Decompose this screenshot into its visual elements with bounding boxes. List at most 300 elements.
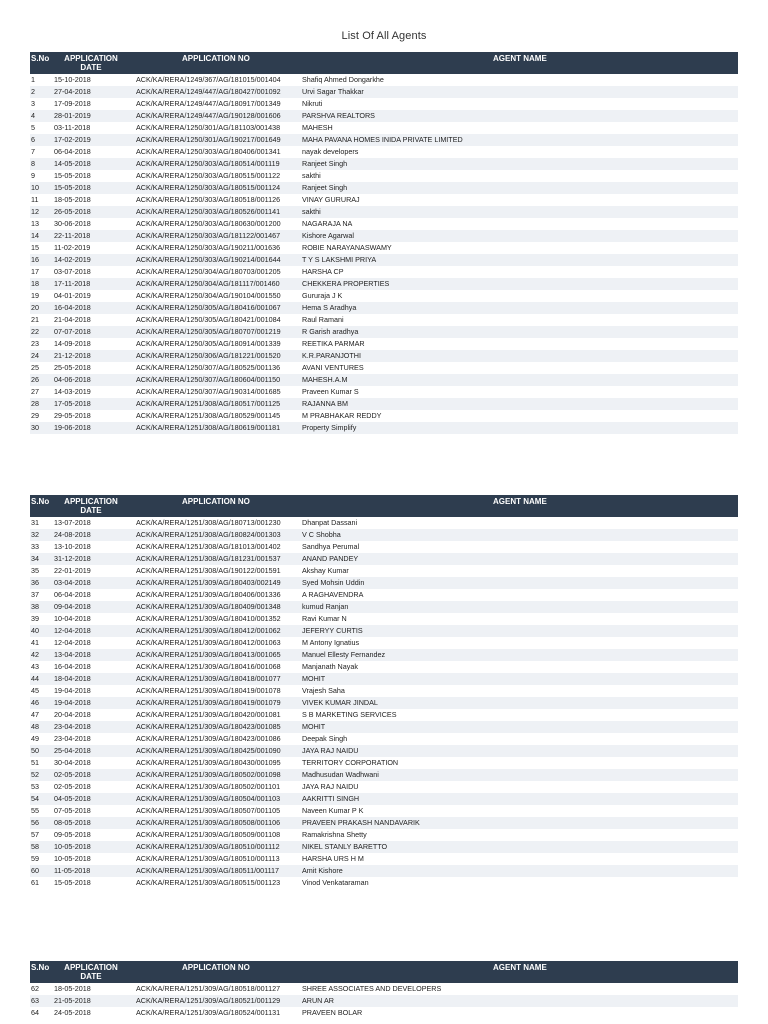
cell-agent-name: T Y S LAKSHMI PRIYA bbox=[302, 255, 377, 264]
cell-application-date: 14-02-2019 bbox=[54, 255, 91, 264]
cell-sno: 51 bbox=[31, 758, 39, 767]
cell-agent-name: SHREE ASSOCIATES AND DEVELOPERS bbox=[302, 984, 442, 993]
table-row bbox=[30, 517, 738, 529]
table-row bbox=[30, 983, 738, 995]
cell-application-no: ACK/KA/RERA/1249/447/AG/180427/001092 bbox=[136, 87, 281, 96]
table-row bbox=[30, 721, 738, 733]
agents-table-section-2 bbox=[30, 495, 738, 889]
cell-application-no: ACK/KA/RERA/1251/309/AG/180403/002149 bbox=[136, 578, 281, 587]
cell-application-no: ACK/KA/RERA/1249/447/AG/180917/001349 bbox=[136, 99, 281, 108]
cell-application-no: ACK/KA/RERA/1251/309/AG/180504/001103 bbox=[136, 794, 281, 803]
cell-agent-name: Ramakrishna Shetty bbox=[302, 830, 367, 839]
cell-sno: 40 bbox=[31, 626, 39, 635]
header-application-no: APPLICATION NO bbox=[182, 54, 250, 63]
table-row bbox=[30, 170, 738, 182]
cell-sno: 57 bbox=[31, 830, 39, 839]
cell-application-no: ACK/KA/RERA/1250/303/AG/180526/001141 bbox=[136, 207, 281, 216]
cell-agent-name: AVANI VENTURES bbox=[302, 363, 364, 372]
cell-agent-name: M PRABHAKAR REDDY bbox=[302, 411, 382, 420]
cell-agent-name: Hema S Aradhya bbox=[302, 303, 357, 312]
cell-sno: 32 bbox=[31, 530, 39, 539]
cell-application-no: ACK/KA/RERA/1250/301/AG/190217/001649 bbox=[136, 135, 281, 144]
cell-application-no: ACK/KA/RERA/1251/309/AG/180418/001077 bbox=[136, 674, 281, 683]
cell-agent-name: Sandhya Perumal bbox=[302, 542, 360, 551]
table-row bbox=[30, 829, 738, 841]
cell-sno: 11 bbox=[31, 195, 39, 204]
cell-sno: 5 bbox=[31, 123, 35, 132]
cell-application-date: 13-04-2018 bbox=[54, 650, 91, 659]
cell-application-no: ACK/KA/RERA/1251/309/AG/180413/001065 bbox=[136, 650, 281, 659]
cell-application-no: ACK/KA/RERA/1251/309/AG/180511/001117 bbox=[136, 866, 280, 875]
table-row bbox=[30, 194, 738, 206]
cell-sno: 47 bbox=[31, 710, 39, 719]
table-row bbox=[30, 398, 738, 410]
table-body bbox=[30, 517, 738, 889]
cell-application-date: 09-05-2018 bbox=[54, 830, 91, 839]
cell-sno: 18 bbox=[31, 279, 39, 288]
cell-agent-name: Naveen Kumar P K bbox=[302, 806, 364, 815]
table-row bbox=[30, 122, 738, 134]
cell-agent-name: K.R.PARANJOTHI bbox=[302, 351, 361, 360]
cell-application-no: ACK/KA/RERA/1251/309/AG/180502/001098 bbox=[136, 770, 281, 779]
cell-agent-name: HARSHA CP bbox=[302, 267, 344, 276]
cell-application-no: ACK/KA/RERA/1251/308/AG/180517/001125 bbox=[136, 399, 281, 408]
cell-application-date: 11-05-2018 bbox=[54, 866, 91, 875]
cell-application-date: 14-09-2018 bbox=[54, 339, 91, 348]
cell-agent-name: Ranjeet Singh bbox=[302, 159, 348, 168]
cell-agent-name: nayak developers bbox=[302, 147, 359, 156]
cell-application-date: 17-05-2018 bbox=[54, 399, 91, 408]
cell-agent-name: RAJANNA BM bbox=[302, 399, 348, 408]
cell-agent-name: Amit Kishore bbox=[302, 866, 343, 875]
cell-application-no: ACK/KA/RERA/1250/303/AG/180406/001341 bbox=[136, 147, 281, 156]
table-row bbox=[30, 565, 738, 577]
table-row bbox=[30, 673, 738, 685]
cell-agent-name: MAHESH bbox=[302, 123, 333, 132]
header-date-line2: DATE bbox=[80, 972, 102, 981]
cell-agent-name: Urvi Sagar Thakkar bbox=[302, 87, 364, 96]
header-application-no: APPLICATION NO bbox=[182, 963, 250, 972]
cell-application-no: ACK/KA/RERA/1250/307/AG/180604/001150 bbox=[136, 375, 281, 384]
cell-application-no: ACK/KA/RERA/1250/307/AG/190314/001685 bbox=[136, 387, 281, 396]
cell-application-no: ACK/KA/RERA/1250/305/AG/180707/001219 bbox=[136, 327, 281, 336]
cell-application-date: 24-08-2018 bbox=[54, 530, 91, 539]
cell-application-date: 08-05-2018 bbox=[54, 818, 91, 827]
cell-sno: 34 bbox=[31, 554, 39, 563]
cell-application-no: ACK/KA/RERA/1250/304/AG/190104/001550 bbox=[136, 291, 281, 300]
cell-agent-name: Madhusudan Wadhwani bbox=[302, 770, 379, 779]
cell-application-no: ACK/KA/RERA/1251/309/AG/180419/001079 bbox=[136, 698, 281, 707]
cell-sno: 56 bbox=[31, 818, 39, 827]
header-sno: S.No bbox=[31, 54, 50, 63]
cell-application-date: 18-04-2018 bbox=[54, 674, 91, 683]
cell-application-no: ACK/KA/RERA/1250/304/AG/180703/001205 bbox=[136, 267, 281, 276]
cell-application-date: 30-04-2018 bbox=[54, 758, 91, 767]
header-application-date bbox=[62, 54, 120, 72]
cell-application-no: ACK/KA/RERA/1249/447/AG/190128/001606 bbox=[136, 111, 281, 120]
cell-agent-name: sakthi bbox=[302, 207, 321, 216]
cell-application-date: 04-05-2018 bbox=[54, 794, 91, 803]
cell-application-date: 21-05-2018 bbox=[54, 996, 91, 1005]
cell-application-no: ACK/KA/RERA/1250/303/AG/180514/001119 bbox=[136, 159, 280, 168]
cell-sno: 3 bbox=[31, 99, 35, 108]
cell-agent-name: Nikruti bbox=[302, 99, 323, 108]
table-row bbox=[30, 386, 738, 398]
cell-agent-name: Vinod Venkataraman bbox=[302, 878, 369, 887]
table-row bbox=[30, 230, 738, 242]
cell-application-no: ACK/KA/RERA/1249/367/AG/181015/001404 bbox=[136, 75, 281, 84]
cell-agent-name: AAKRITTI SINGH bbox=[302, 794, 360, 803]
cell-application-date: 17-09-2018 bbox=[54, 99, 91, 108]
table-row bbox=[30, 709, 738, 721]
cell-sno: 39 bbox=[31, 614, 39, 623]
cell-sno: 46 bbox=[31, 698, 39, 707]
cell-sno: 53 bbox=[31, 782, 39, 791]
cell-agent-name: Ranjeet Singh bbox=[302, 183, 348, 192]
cell-application-date: 15-05-2018 bbox=[54, 171, 91, 180]
cell-agent-name: Syed Mohsin Uddin bbox=[302, 578, 365, 587]
table-row bbox=[30, 422, 738, 434]
cell-application-no: ACK/KA/RERA/1251/309/AG/180410/001352 bbox=[136, 614, 281, 623]
table-row bbox=[30, 254, 738, 266]
cell-sno: 60 bbox=[31, 866, 39, 875]
cell-application-no: ACK/KA/RERA/1251/308/AG/180824/001303 bbox=[136, 530, 281, 539]
cell-sno: 13 bbox=[31, 219, 39, 228]
cell-sno: 52 bbox=[31, 770, 39, 779]
cell-application-no: ACK/KA/RERA/1251/308/AG/180619/001181 bbox=[136, 423, 281, 432]
table-body bbox=[30, 74, 738, 434]
cell-application-no: ACK/KA/RERA/1251/308/AG/180713/001230 bbox=[136, 518, 281, 527]
cell-application-date: 11-02-2019 bbox=[54, 243, 91, 252]
table-row bbox=[30, 302, 738, 314]
cell-application-date: 12-04-2018 bbox=[54, 626, 91, 635]
cell-sno: 15 bbox=[31, 243, 39, 252]
cell-application-date: 04-06-2018 bbox=[54, 375, 91, 384]
cell-agent-name: A RAGHAVENDRA bbox=[302, 590, 364, 599]
cell-application-date: 19-06-2018 bbox=[54, 423, 91, 432]
table-row bbox=[30, 218, 738, 230]
cell-sno: 6 bbox=[31, 135, 35, 144]
cell-sno: 29 bbox=[31, 411, 39, 420]
cell-application-date: 02-05-2018 bbox=[54, 782, 91, 791]
cell-sno: 44 bbox=[31, 674, 39, 683]
cell-application-date: 23-04-2018 bbox=[54, 734, 91, 743]
cell-application-no: ACK/KA/RERA/1251/308/AG/180529/001145 bbox=[136, 411, 281, 420]
table-row bbox=[30, 374, 738, 386]
cell-sno: 63 bbox=[31, 996, 39, 1005]
cell-application-date: 06-04-2018 bbox=[54, 147, 91, 156]
cell-agent-name: V C Shobha bbox=[302, 530, 341, 539]
table-row bbox=[30, 326, 738, 338]
cell-agent-name: ANAND PANDEY bbox=[302, 554, 359, 563]
cell-application-date: 03-07-2018 bbox=[54, 267, 91, 276]
table-row bbox=[30, 649, 738, 661]
header-application-date bbox=[62, 963, 120, 981]
cell-application-date: 14-03-2019 bbox=[54, 387, 91, 396]
table-row bbox=[30, 146, 738, 158]
cell-sno: 59 bbox=[31, 854, 39, 863]
cell-application-no: ACK/KA/RERA/1251/309/AG/180510/001113 bbox=[136, 854, 280, 863]
cell-agent-name: Vrajesh Saha bbox=[302, 686, 345, 695]
table-row bbox=[30, 182, 738, 194]
cell-sno: 12 bbox=[31, 207, 39, 216]
cell-agent-name: ROBIE NARAYANASWAMY bbox=[302, 243, 392, 252]
cell-application-no: ACK/KA/RERA/1251/308/AG/181013/001402 bbox=[136, 542, 281, 551]
table-row bbox=[30, 1007, 738, 1019]
cell-application-no: ACK/KA/RERA/1250/303/AG/180515/001122 bbox=[136, 171, 281, 180]
table-row bbox=[30, 362, 738, 374]
cell-agent-name: HARSHA URS H M bbox=[302, 854, 364, 863]
table-row bbox=[30, 781, 738, 793]
cell-agent-name: PARSHVA REALTORS bbox=[302, 111, 375, 120]
table-row bbox=[30, 865, 738, 877]
table-row bbox=[30, 769, 738, 781]
table-row bbox=[30, 206, 738, 218]
cell-sno: 49 bbox=[31, 734, 39, 743]
cell-agent-name: Kishore Agarwal bbox=[302, 231, 354, 240]
table-row bbox=[30, 577, 738, 589]
table-row bbox=[30, 410, 738, 422]
cell-application-no: ACK/KA/RERA/1250/301/AG/181103/001438 bbox=[136, 123, 281, 132]
table-row bbox=[30, 541, 738, 553]
cell-application-date: 03-04-2018 bbox=[54, 578, 91, 587]
table-row bbox=[30, 158, 738, 170]
cell-application-no: ACK/KA/RERA/1251/309/AG/180507/001105 bbox=[136, 806, 281, 815]
cell-application-date: 13-10-2018 bbox=[54, 542, 91, 551]
agents-table-section-1 bbox=[30, 52, 738, 434]
cell-application-date: 15-10-2018 bbox=[54, 75, 91, 84]
cell-application-no: ACK/KA/RERA/1251/309/AG/180521/001129 bbox=[136, 996, 281, 1005]
table-row bbox=[30, 757, 738, 769]
agents-table-section-3 bbox=[30, 961, 738, 1019]
header-application-date bbox=[62, 497, 120, 515]
cell-agent-name: MAHESH.A.M bbox=[302, 375, 348, 384]
cell-agent-name: Praveen Kumar S bbox=[302, 387, 359, 396]
cell-application-date: 17-11-2018 bbox=[54, 279, 91, 288]
table-row bbox=[30, 242, 738, 254]
cell-application-no: ACK/KA/RERA/1250/304/AG/181117/001460 bbox=[136, 279, 280, 288]
header-sno: S.No bbox=[31, 497, 50, 506]
table-row bbox=[30, 841, 738, 853]
cell-sno: 9 bbox=[31, 171, 35, 180]
cell-application-date: 12-04-2018 bbox=[54, 638, 91, 647]
cell-application-date: 19-04-2018 bbox=[54, 698, 91, 707]
table-row bbox=[30, 661, 738, 673]
table-header bbox=[30, 52, 738, 74]
cell-application-no: ACK/KA/RERA/1251/309/AG/180406/001336 bbox=[136, 590, 281, 599]
cell-application-date: 25-04-2018 bbox=[54, 746, 91, 755]
cell-sno: 8 bbox=[31, 159, 35, 168]
header-date-line1: APPLICATION bbox=[64, 497, 118, 506]
cell-application-no: ACK/KA/RERA/1251/309/AG/180412/001063 bbox=[136, 638, 281, 647]
cell-agent-name: Gururaja J K bbox=[302, 291, 343, 300]
cell-application-date: 15-05-2018 bbox=[54, 878, 91, 887]
cell-application-no: ACK/KA/RERA/1250/303/AG/180518/001126 bbox=[136, 195, 281, 204]
cell-application-no: ACK/KA/RERA/1251/309/AG/180515/001123 bbox=[136, 878, 281, 887]
cell-application-no: ACK/KA/RERA/1251/308/AG/181231/001537 bbox=[136, 554, 281, 563]
table-row bbox=[30, 805, 738, 817]
cell-application-date: 10-05-2018 bbox=[54, 842, 91, 851]
cell-application-date: 22-01-2019 bbox=[54, 566, 91, 575]
cell-sno: 61 bbox=[31, 878, 39, 887]
cell-sno: 50 bbox=[31, 746, 39, 755]
cell-application-date: 17-02-2019 bbox=[54, 135, 91, 144]
cell-sno: 16 bbox=[31, 255, 39, 264]
header-date-line1: APPLICATION bbox=[64, 54, 118, 63]
header-application-no: APPLICATION NO bbox=[182, 497, 250, 506]
cell-sno: 42 bbox=[31, 650, 39, 659]
cell-application-date: 26-05-2018 bbox=[54, 207, 91, 216]
cell-agent-name: ARUN AR bbox=[302, 996, 334, 1005]
cell-agent-name: Raul Ramani bbox=[302, 315, 344, 324]
cell-sno: 48 bbox=[31, 722, 39, 731]
cell-agent-name: PRAVEEN PRAKASH NANDAVARIK bbox=[302, 818, 420, 827]
table-row bbox=[30, 745, 738, 757]
cell-sno: 54 bbox=[31, 794, 39, 803]
cell-application-date: 22-11-2018 bbox=[54, 231, 91, 240]
cell-application-no: ACK/KA/RERA/1250/303/AG/180630/001200 bbox=[136, 219, 281, 228]
table-row bbox=[30, 290, 738, 302]
cell-agent-name: JEFERYY CURTIS bbox=[302, 626, 363, 635]
cell-application-no: ACK/KA/RERA/1250/306/AG/181221/001520 bbox=[136, 351, 281, 360]
cell-sno: 64 bbox=[31, 1008, 39, 1017]
cell-application-no: ACK/KA/RERA/1251/309/AG/180409/001348 bbox=[136, 602, 281, 611]
cell-application-no: ACK/KA/RERA/1251/309/AG/180518/001127 bbox=[136, 984, 281, 993]
header-sno: S.No bbox=[31, 963, 50, 972]
table-row bbox=[30, 697, 738, 709]
cell-application-no: ACK/KA/RERA/1251/309/AG/180524/001131 bbox=[136, 1008, 281, 1017]
cell-agent-name: Akshay Kumar bbox=[302, 566, 349, 575]
cell-application-no: ACK/KA/RERA/1250/303/AG/181122/001467 bbox=[136, 231, 281, 240]
cell-application-date: 09-04-2018 bbox=[54, 602, 91, 611]
cell-application-date: 21-04-2018 bbox=[54, 315, 91, 324]
cell-agent-name: NIKEL STANLY BARETTO bbox=[302, 842, 388, 851]
cell-agent-name: REETIKA PARMAR bbox=[302, 339, 365, 348]
cell-sno: 10 bbox=[31, 183, 39, 192]
cell-application-no: ACK/KA/RERA/1251/309/AG/180502/001101 bbox=[136, 782, 281, 791]
cell-application-date: 24-05-2018 bbox=[54, 1008, 91, 1017]
cell-agent-name: VINAY GURURAJ bbox=[302, 195, 360, 204]
table-body bbox=[30, 983, 738, 1019]
cell-application-no: ACK/KA/RERA/1251/309/AG/180423/001085 bbox=[136, 722, 281, 731]
cell-agent-name: S B MARKETING SERVICES bbox=[302, 710, 397, 719]
table-row bbox=[30, 134, 738, 146]
table-header bbox=[30, 495, 738, 517]
cell-agent-name: sakthi bbox=[302, 171, 321, 180]
table-row bbox=[30, 685, 738, 697]
cell-agent-name: PRAVEEN BOLAR bbox=[302, 1008, 363, 1017]
table-row bbox=[30, 110, 738, 122]
cell-sno: 23 bbox=[31, 339, 39, 348]
cell-application-date: 18-05-2018 bbox=[54, 984, 91, 993]
header-date-line1: APPLICATION bbox=[64, 963, 118, 972]
cell-application-date: 29-05-2018 bbox=[54, 411, 91, 420]
cell-agent-name: JAYA RAJ NAIDU bbox=[302, 782, 359, 791]
cell-agent-name: MOHIT bbox=[302, 674, 326, 683]
cell-application-no: ACK/KA/RERA/1250/303/AG/190211/001636 bbox=[136, 243, 281, 252]
cell-sno: 30 bbox=[31, 423, 39, 432]
cell-application-no: ACK/KA/RERA/1250/307/AG/180525/001136 bbox=[136, 363, 281, 372]
cell-application-date: 31-12-2018 bbox=[54, 554, 91, 563]
cell-agent-name: MOHIT bbox=[302, 722, 326, 731]
cell-application-date: 15-05-2018 bbox=[54, 183, 91, 192]
cell-application-date: 25-05-2018 bbox=[54, 363, 91, 372]
table-row bbox=[30, 637, 738, 649]
table-row bbox=[30, 278, 738, 290]
cell-sno: 14 bbox=[31, 231, 39, 240]
cell-sno: 43 bbox=[31, 662, 39, 671]
cell-sno: 2 bbox=[31, 87, 35, 96]
cell-sno: 4 bbox=[31, 111, 35, 120]
cell-sno: 17 bbox=[31, 267, 39, 276]
cell-agent-name: TERRITORY CORPORATION bbox=[302, 758, 399, 767]
cell-agent-name: Deepak Singh bbox=[302, 734, 348, 743]
cell-application-no: ACK/KA/RERA/1250/305/AG/180914/001339 bbox=[136, 339, 281, 348]
cell-agent-name: Shafiq Ahmed Dongarkhe bbox=[302, 75, 384, 84]
cell-application-no: ACK/KA/RERA/1251/309/AG/180423/001086 bbox=[136, 734, 281, 743]
cell-sno: 45 bbox=[31, 686, 39, 695]
cell-agent-name: R Garish aradhya bbox=[302, 327, 359, 336]
cell-application-date: 14-05-2018 bbox=[54, 159, 91, 168]
cell-sno: 20 bbox=[31, 303, 39, 312]
header-agent-name: AGENT NAME bbox=[493, 497, 547, 506]
cell-sno: 31 bbox=[31, 518, 39, 527]
table-row bbox=[30, 613, 738, 625]
cell-sno: 62 bbox=[31, 984, 39, 993]
cell-agent-name: NAGARAJA NA bbox=[302, 219, 353, 228]
cell-sno: 55 bbox=[31, 806, 39, 815]
table-row bbox=[30, 86, 738, 98]
cell-application-date: 06-04-2018 bbox=[54, 590, 91, 599]
cell-agent-name: VIVEK KUMAR JINDAL bbox=[302, 698, 378, 707]
cell-sno: 25 bbox=[31, 363, 39, 372]
cell-application-date: 23-04-2018 bbox=[54, 722, 91, 731]
cell-application-no: ACK/KA/RERA/1251/309/AG/180412/001062 bbox=[136, 626, 281, 635]
header-date-line2: DATE bbox=[80, 63, 102, 72]
table-row bbox=[30, 877, 738, 889]
cell-sno: 7 bbox=[31, 147, 35, 156]
cell-sno: 36 bbox=[31, 578, 39, 587]
cell-agent-name: Manjanath Nayak bbox=[302, 662, 358, 671]
table-row bbox=[30, 553, 738, 565]
cell-sno: 35 bbox=[31, 566, 39, 575]
cell-agent-name: Dhanpat Dassani bbox=[302, 518, 358, 527]
cell-application-date: 19-04-2018 bbox=[54, 686, 91, 695]
cell-sno: 24 bbox=[31, 351, 39, 360]
table-row bbox=[30, 625, 738, 637]
cell-sno: 28 bbox=[31, 399, 39, 408]
cell-application-date: 10-05-2018 bbox=[54, 854, 91, 863]
table-row bbox=[30, 314, 738, 326]
cell-sno: 33 bbox=[31, 542, 39, 551]
cell-application-no: ACK/KA/RERA/1250/303/AG/190214/001644 bbox=[136, 255, 281, 264]
cell-application-date: 20-04-2018 bbox=[54, 710, 91, 719]
cell-application-no: ACK/KA/RERA/1251/309/AG/180425/001090 bbox=[136, 746, 281, 755]
header-agent-name: AGENT NAME bbox=[493, 54, 547, 63]
cell-agent-name: M Antony Ignatius bbox=[302, 638, 360, 647]
cell-application-date: 04-01-2019 bbox=[54, 291, 91, 300]
table-row bbox=[30, 995, 738, 1007]
cell-application-no: ACK/KA/RERA/1250/305/AG/180416/001067 bbox=[136, 303, 281, 312]
cell-agent-name: Property Simplify bbox=[302, 423, 357, 432]
cell-agent-name: Ravi Kumar N bbox=[302, 614, 347, 623]
cell-application-no: ACK/KA/RERA/1251/309/AG/180508/001106 bbox=[136, 818, 281, 827]
cell-sno: 22 bbox=[31, 327, 39, 336]
cell-application-no: ACK/KA/RERA/1250/305/AG/180421/001084 bbox=[136, 315, 281, 324]
cell-sno: 38 bbox=[31, 602, 39, 611]
cell-sno: 41 bbox=[31, 638, 39, 647]
cell-application-date: 16-04-2018 bbox=[54, 662, 91, 671]
